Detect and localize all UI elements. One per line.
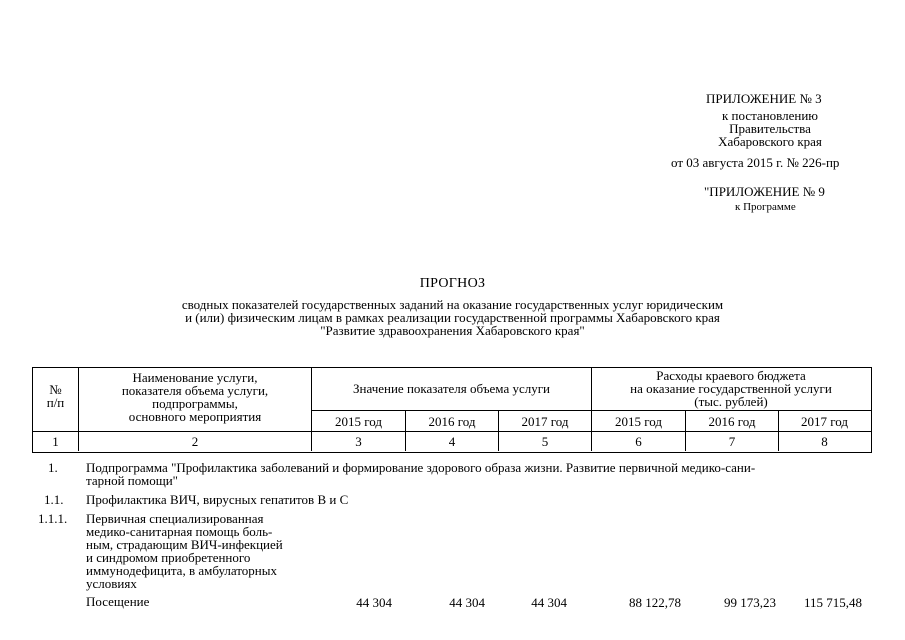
year-cell: 2015 год bbox=[615, 414, 662, 429]
header-service-name bbox=[79, 371, 311, 423]
index-cell: 6 bbox=[635, 434, 642, 449]
index-cell: 8 bbox=[821, 434, 828, 449]
header-number bbox=[33, 383, 78, 409]
service-line: и синдромом приобретенного bbox=[86, 550, 251, 565]
index-cell: 4 bbox=[448, 434, 456, 449]
row-number: 1.1. bbox=[44, 492, 64, 507]
service-line: медико-санитарная помощь боль- bbox=[86, 524, 273, 539]
year-cell: 2016 год bbox=[708, 414, 756, 429]
subtitle-line: "Развитие здравоохранения Хабаровского края" bbox=[320, 323, 585, 338]
header-name-line: основного мероприятия bbox=[128, 409, 262, 424]
value-cell: 99 173,23 bbox=[724, 595, 776, 610]
document-subtitle bbox=[0, 298, 905, 337]
row-number: 1. bbox=[48, 460, 58, 475]
index-cell: 7 bbox=[728, 434, 736, 449]
index-cell: 2 bbox=[191, 434, 199, 449]
header-number-line: № bbox=[49, 382, 62, 397]
value-cell: 88 122,78 bbox=[629, 595, 681, 610]
appendix-9-title: "ПРИЛОЖЕНИЕ № 9 bbox=[704, 184, 825, 199]
header-expense-line: на оказание государственной услуги bbox=[630, 381, 832, 396]
service-title bbox=[86, 512, 283, 590]
subtitle-line: сводных показателей государственных заданий на оказание государственных услуг юридическим bbox=[181, 297, 724, 312]
header-name-line: подпрограммы, bbox=[152, 396, 238, 411]
activity-title: Профилактика ВИЧ, вирусных гепатитов В и С bbox=[86, 492, 349, 507]
subprogram-line: Подпрограмма "Профилактика заболеваний и формирование здорового образа жизни. Развитие первичной медико-сани- bbox=[86, 460, 756, 475]
year-cell: 2016 год bbox=[428, 414, 476, 429]
service-line: Первичная специализированная bbox=[86, 511, 264, 526]
header-expense-line: (тыс. рублей) bbox=[694, 394, 768, 409]
index-cell: 5 bbox=[541, 434, 549, 449]
header-index-divider bbox=[32, 431, 871, 432]
year-cell: 2017 год bbox=[521, 414, 569, 429]
appendix-line: Правительства bbox=[729, 121, 811, 136]
appendix-line: к постановлению bbox=[721, 108, 819, 123]
value-cell: 115 715,48 bbox=[803, 595, 862, 610]
index-cell: 3 bbox=[355, 434, 362, 449]
header-name-line: показателя объема услуги, bbox=[121, 383, 269, 398]
value-cell: 44 304 bbox=[356, 595, 392, 610]
year-cell: 2017 год bbox=[801, 414, 848, 429]
header-number-line: п/п bbox=[46, 395, 65, 410]
value-cell: 44 304 bbox=[531, 595, 567, 610]
header-name-line: Наименование услуги, bbox=[132, 370, 258, 385]
service-line: иммунодефицита, в амбулаторных bbox=[86, 563, 277, 578]
row-number: 1.1.1. bbox=[38, 511, 68, 526]
appendix-title: ПРИЛОЖЕНИЕ № 3 bbox=[706, 91, 822, 106]
year-cell: 2015 год bbox=[335, 414, 382, 429]
index-cell: 1 bbox=[52, 434, 59, 449]
subprogram-title bbox=[86, 461, 871, 487]
appendix-lines bbox=[680, 109, 860, 148]
appendix-line: Хабаровского края bbox=[718, 134, 822, 149]
indicator-label: Посещение bbox=[86, 594, 150, 609]
subtitle-line: и (или) физическим лицам в рамках реализации государственной программы Хабаровского края bbox=[185, 310, 720, 325]
document-title: ПРОГНОЗ bbox=[419, 276, 486, 291]
subprogram-line: тарной помощи" bbox=[86, 473, 178, 488]
program-reference: к Программе bbox=[735, 201, 796, 213]
header-volume: Значение показателя объема услуги bbox=[352, 381, 551, 396]
value-cell: 44 304 bbox=[449, 595, 485, 610]
header-expense bbox=[592, 369, 870, 408]
header-expense-line: Расходы краевого бюджета bbox=[656, 368, 806, 383]
appendix-date: от 03 августа 2015 г. № 226-пр bbox=[671, 155, 840, 170]
service-line: условиях bbox=[86, 576, 137, 591]
service-line: ным, страдающим ВИЧ-инфекцией bbox=[86, 537, 283, 552]
